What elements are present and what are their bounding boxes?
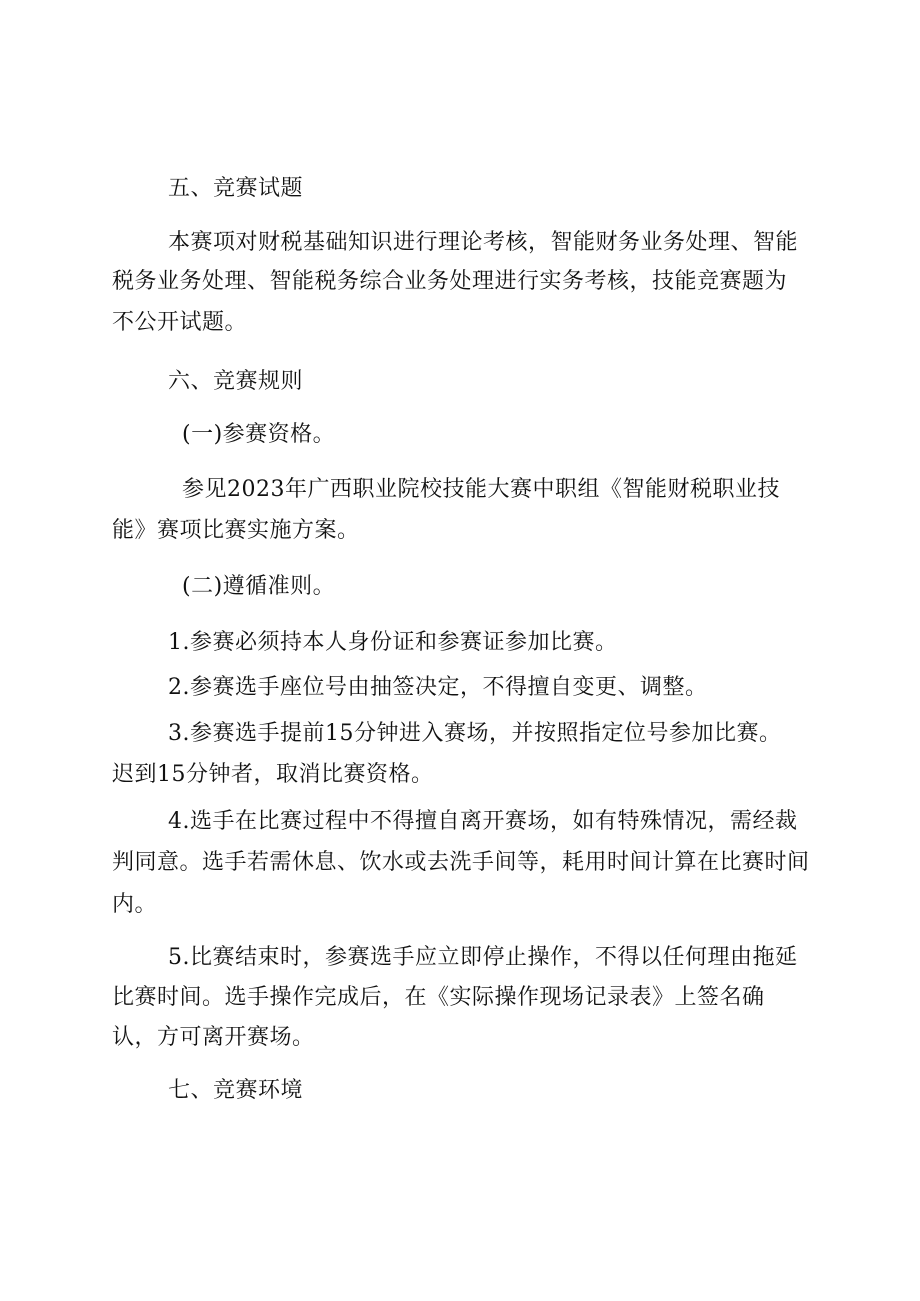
section5-para-line-3: 不公开试题。 (112, 310, 248, 335)
rule-4-line-2: 判同意。选手若需休息、饮水或去洗手间等，耗用时间计算在比赛时间 (112, 850, 810, 875)
subsection-heading-rules: (二)遵循准则。 (182, 574, 336, 599)
rule-4-line-1: 4.选手在比赛过程中不得擅自离开赛场，如有特殊情况，需经裁 (168, 809, 798, 834)
rule-4-line-3: 内。 (112, 892, 158, 917)
section-heading-5: 五、竞赛试题 (168, 176, 304, 201)
section5-para-line-2: 税务业务处理、智能税务综合业务处理进行实务考核，技能竞赛题为 (112, 269, 788, 294)
section5-para-line-1: 本赛项对财税基础知识进行理论考核，智能财务业务处理、智能 (168, 230, 799, 255)
rule-2: 2.参赛选手座位号由抽签决定，不得擅自变更、调整。 (168, 675, 708, 700)
subsection-heading-eligibility: (一)参赛资格。 (182, 422, 336, 447)
rule-3-line-1: 3.参赛选手提前15分钟进入赛场，并按照指定位号参加比赛。 (168, 721, 782, 746)
rule-3-line-2: 迟到15分钟者，取消比赛资格。 (112, 762, 434, 787)
rule-5-line-2: 比赛时间。选手操作完成后，在《实际操作现场记录表》上签名确 (112, 985, 765, 1010)
eligibility-para-line-1: 参见2023年广西职业院校技能大赛中职组《智能财税职业技 (182, 477, 780, 502)
rule-1: 1.参赛必须持本人身份证和参赛证参加比赛。 (168, 630, 618, 655)
section-heading-7: 七、竞赛环境 (168, 1078, 304, 1103)
rule-5-line-1: 5.比赛结束时，参赛选手应立即停止操作，不得以任何理由拖延 (168, 945, 798, 970)
rule-5-line-3: 认，方可离开赛场。 (112, 1025, 315, 1050)
section-heading-6: 六、竞赛规则 (168, 369, 304, 394)
eligibility-para-line-2: 能》赛项比赛实施方案。 (112, 518, 360, 543)
